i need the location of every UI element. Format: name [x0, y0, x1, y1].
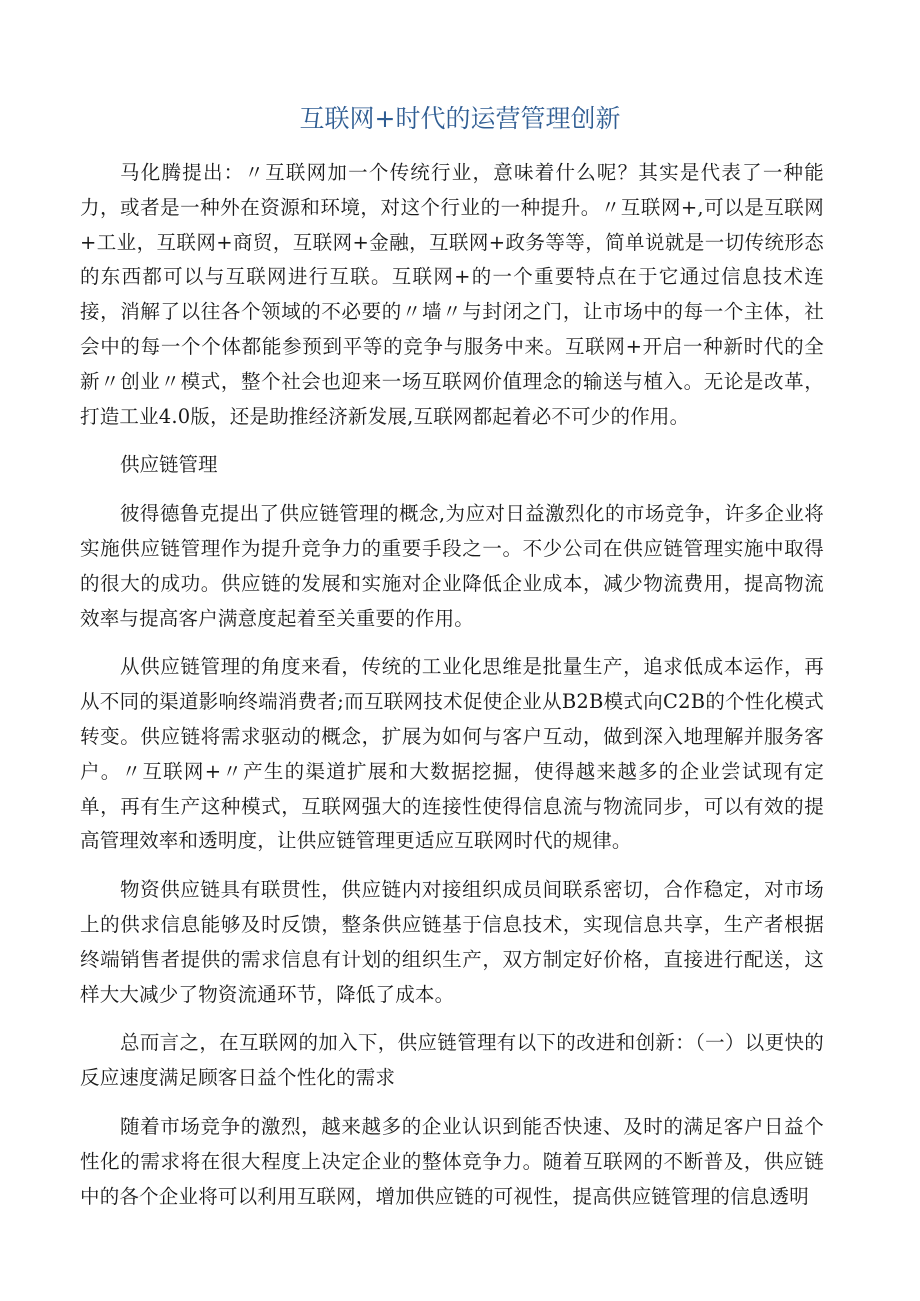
page-title: 互联网+时代的运营管理创新 [299, 104, 621, 133]
document-body [80, 156, 824, 1228]
paragraph-supply-chain-view: 从供应链管理的角度来看，传统的工业化思维是批量生产，追求低成本运作，再从不同的渠道影响终端消费者;而互联网技术促使企业从B2B模式向C2B的个性化模式转变。供应链将需求驱动的概念，扩展为如何与客户互动，做到深入地理解并服务客户。〃互联网+〃产生的渠道扩展和大数据挖掘，使得越来越多的企业尝试现有定单，再有生产这种模式，互联网强大的连接性使得信息流与物流同步，可以有效的提高管理效率和透明度，让供应链管理更适应互联网时代的规律。 [80, 655, 824, 853]
paragraph-summary: 总而言之，在互联网的加入下，供应链管理有以下的改进和创新：（一）以更快的反应速度满足顾客日益个性化的需求 [80, 1031, 824, 1090]
paragraph-intro: 马化腾提出：〃互联网加一个传统行业，意味着什么呢？其实是代表了一种能力，或者是一种外在资源和环境，对这个行业的一种提升。〃互联网+,可以是互联网+工业，互联网+商贸，互联网+金融，互联网+政务等等，简单说就是一切传统形态的东西都可以与互联网进行互联。互联网+的一个重要特点在于它通过信息技术连接，消解了以往各个领域的不必要的〃墙〃与封闭之门，让市场中的每一个主体，社会中的每一个个体都能参预到平等的竞争与服务中来。互联网+开启一种新时代的全新〃创业〃模式，整个社会也迎来一场互联网价值理念的输送与植入。无论是改革，打造工业4.0版，还是助推经济新发展,互联网都起着必不可少的作用。 [80, 161, 824, 428]
paragraph-drucker: 彼得德鲁克提出了供应链管理的概念,为应对日益激烈化的市场竞争，许多企业将实施供应链管理作为提升竞争力的重要手段之一。不少公司在供应链管理实施中取得的很大的成功。供应链的发展和实施对企业降低企业成本，减少物流费用，提高物流效率与提高客户满意度起着至关重要的作用。 [80, 502, 824, 630]
section-heading-supply-chain: 供应链管理 [120, 453, 218, 477]
paragraph-material-supply: 物资供应链具有联贯性，供应链内对接组织成员间联系密切，合作稳定，对市场上的供求信息能够及时反馈，整条供应链基于信息技术，实现信息共享，生产者根据终端销售者提供的需求信息有计划的组织生产，双方制定好价格，直接进行配送，这样大大减少了物资流通环节，降低了成本。 [80, 878, 824, 1006]
paragraph-market-competition: 随着市场竞争的激烈，越来越多的企业认识到能否快速、及时的满足客户日益个性化的需求将在很大程度上决定企业的整体竞争力。随着互联网的不断普及，供应链中的各个企业将可以利用互联网，增加供应链的可视性，提高供应链管理的信息透明 [80, 1114, 824, 1208]
